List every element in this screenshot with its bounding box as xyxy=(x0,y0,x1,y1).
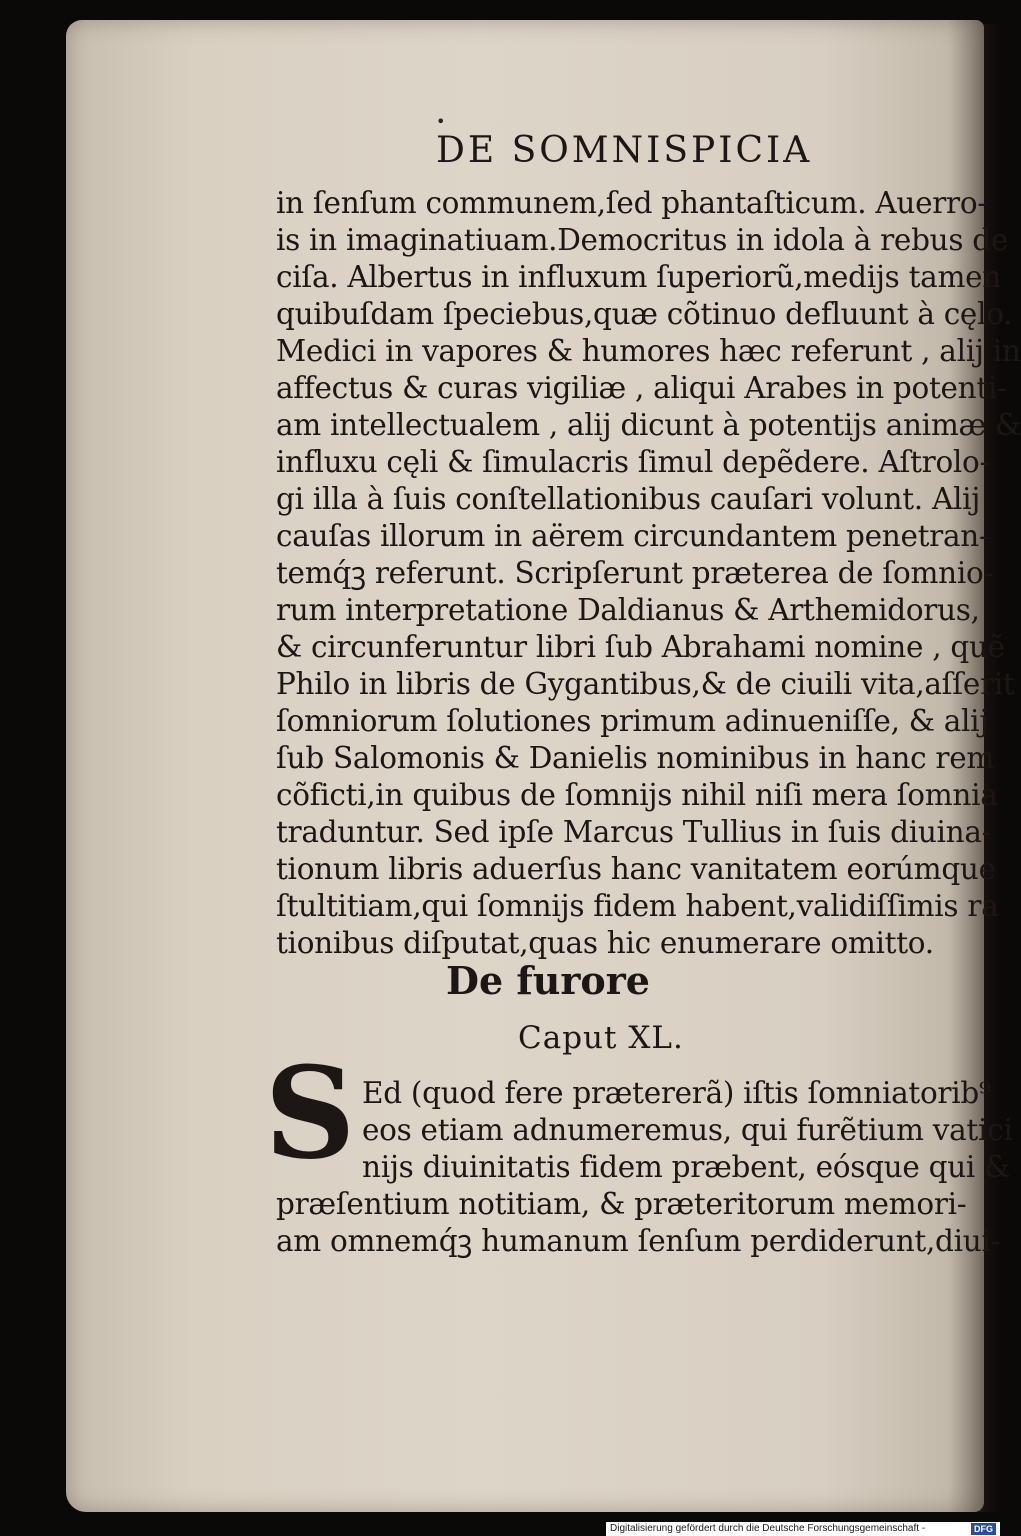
dfg-logo: DFG xyxy=(971,1523,996,1535)
running-head-mark: • xyxy=(436,112,446,131)
body-line: Philo in libris de Gygantibus,& de ciuili vita,aſſerit xyxy=(276,667,1015,701)
body-line: & circunferuntur libri ſub Abrahami nomine , quẽ xyxy=(276,630,1005,664)
body-line: Medici in vapores & humores hæc referunt , alij in xyxy=(276,334,1021,368)
body-line: ſomniorum ſolutiones primum adinueniſſe, & alij xyxy=(276,704,989,738)
body-line: gi illa à ſuis conſtellationibus cauſari volunt. Alij xyxy=(276,482,981,516)
body-line: is in imaginatiuam.Democritus in idola à rebus de xyxy=(276,223,1009,257)
chapter-title: De furore xyxy=(446,958,650,1003)
body-line: cõficti,in quibus de ſomnijs nihil niſi mera ſomnia xyxy=(276,778,998,812)
body-line: ciſa. Albertus in influxum ſuperiorũ,medijs tamen xyxy=(276,260,1001,294)
body-line: influxu cęli & ſimulacris ſimul depẽdere. Aſtrolo- xyxy=(276,445,990,479)
chapter-line: præſentium notitiam, & præteritorum memori- xyxy=(276,1187,967,1221)
chapter-line: nijs diuinitatis fidem præbent, eósque qui & xyxy=(362,1150,1011,1184)
digitization-credit: Digitalisierung gefördert durch die Deutsche Forschungsgemeinschaft - xyxy=(610,1523,926,1534)
body-line: temq́ꝫ referunt. Scripſerunt præterea de ſomnio- xyxy=(276,556,994,590)
chapter-number: Caput XL. xyxy=(518,1020,684,1056)
chapter-line: eos etiam adnumeremus, qui furẽtium vatici xyxy=(362,1113,1013,1147)
body-line: am intellectualem , alij dicunt à potentijs animæ & xyxy=(276,408,1021,442)
body-line: affectus & curas vigiliæ , aliqui Arabes in potenti- xyxy=(276,371,1007,405)
drop-cap-initial: S xyxy=(264,1039,356,1187)
body-line: ſtultitiam,qui ſomnijs fidem habent,validiſſimis ra xyxy=(276,889,999,923)
body-line: tionibus diſputat,quas hic enumerare omitto. xyxy=(276,926,934,960)
body-line: cauſas illorum in aërem circundantem penetran- xyxy=(276,519,989,553)
body-line: quibuſdam ſpeciebus,quæ cõtinuo defluunt à cęlo. xyxy=(276,297,1013,331)
body-line: in ſenſum communem,ſed phantaſticum. Auerro- xyxy=(276,186,987,220)
body-line: traduntur. Sed ipſe Marcus Tullius in ſuis diuina- xyxy=(276,815,992,849)
chapter-line: Ed (quod fere prætererã) iſtis ſomniatorib⁹ xyxy=(362,1076,991,1110)
body-line: tionum libris aduerſus hanc vanitatem eorúmque xyxy=(276,852,996,886)
running-head: DE SOMNISPICIA xyxy=(436,130,813,171)
body-line: rum interpretatione Daldianus & Arthemidorus, xyxy=(276,593,980,627)
body-line: ſub Salomonis & Danielis nominibus in hanc rem xyxy=(276,741,995,775)
chapter-line: am omnemq́ꝫ humanum ſenſum perdiderunt,diui- xyxy=(276,1224,1001,1258)
digitization-credit-bar xyxy=(606,1522,1000,1536)
